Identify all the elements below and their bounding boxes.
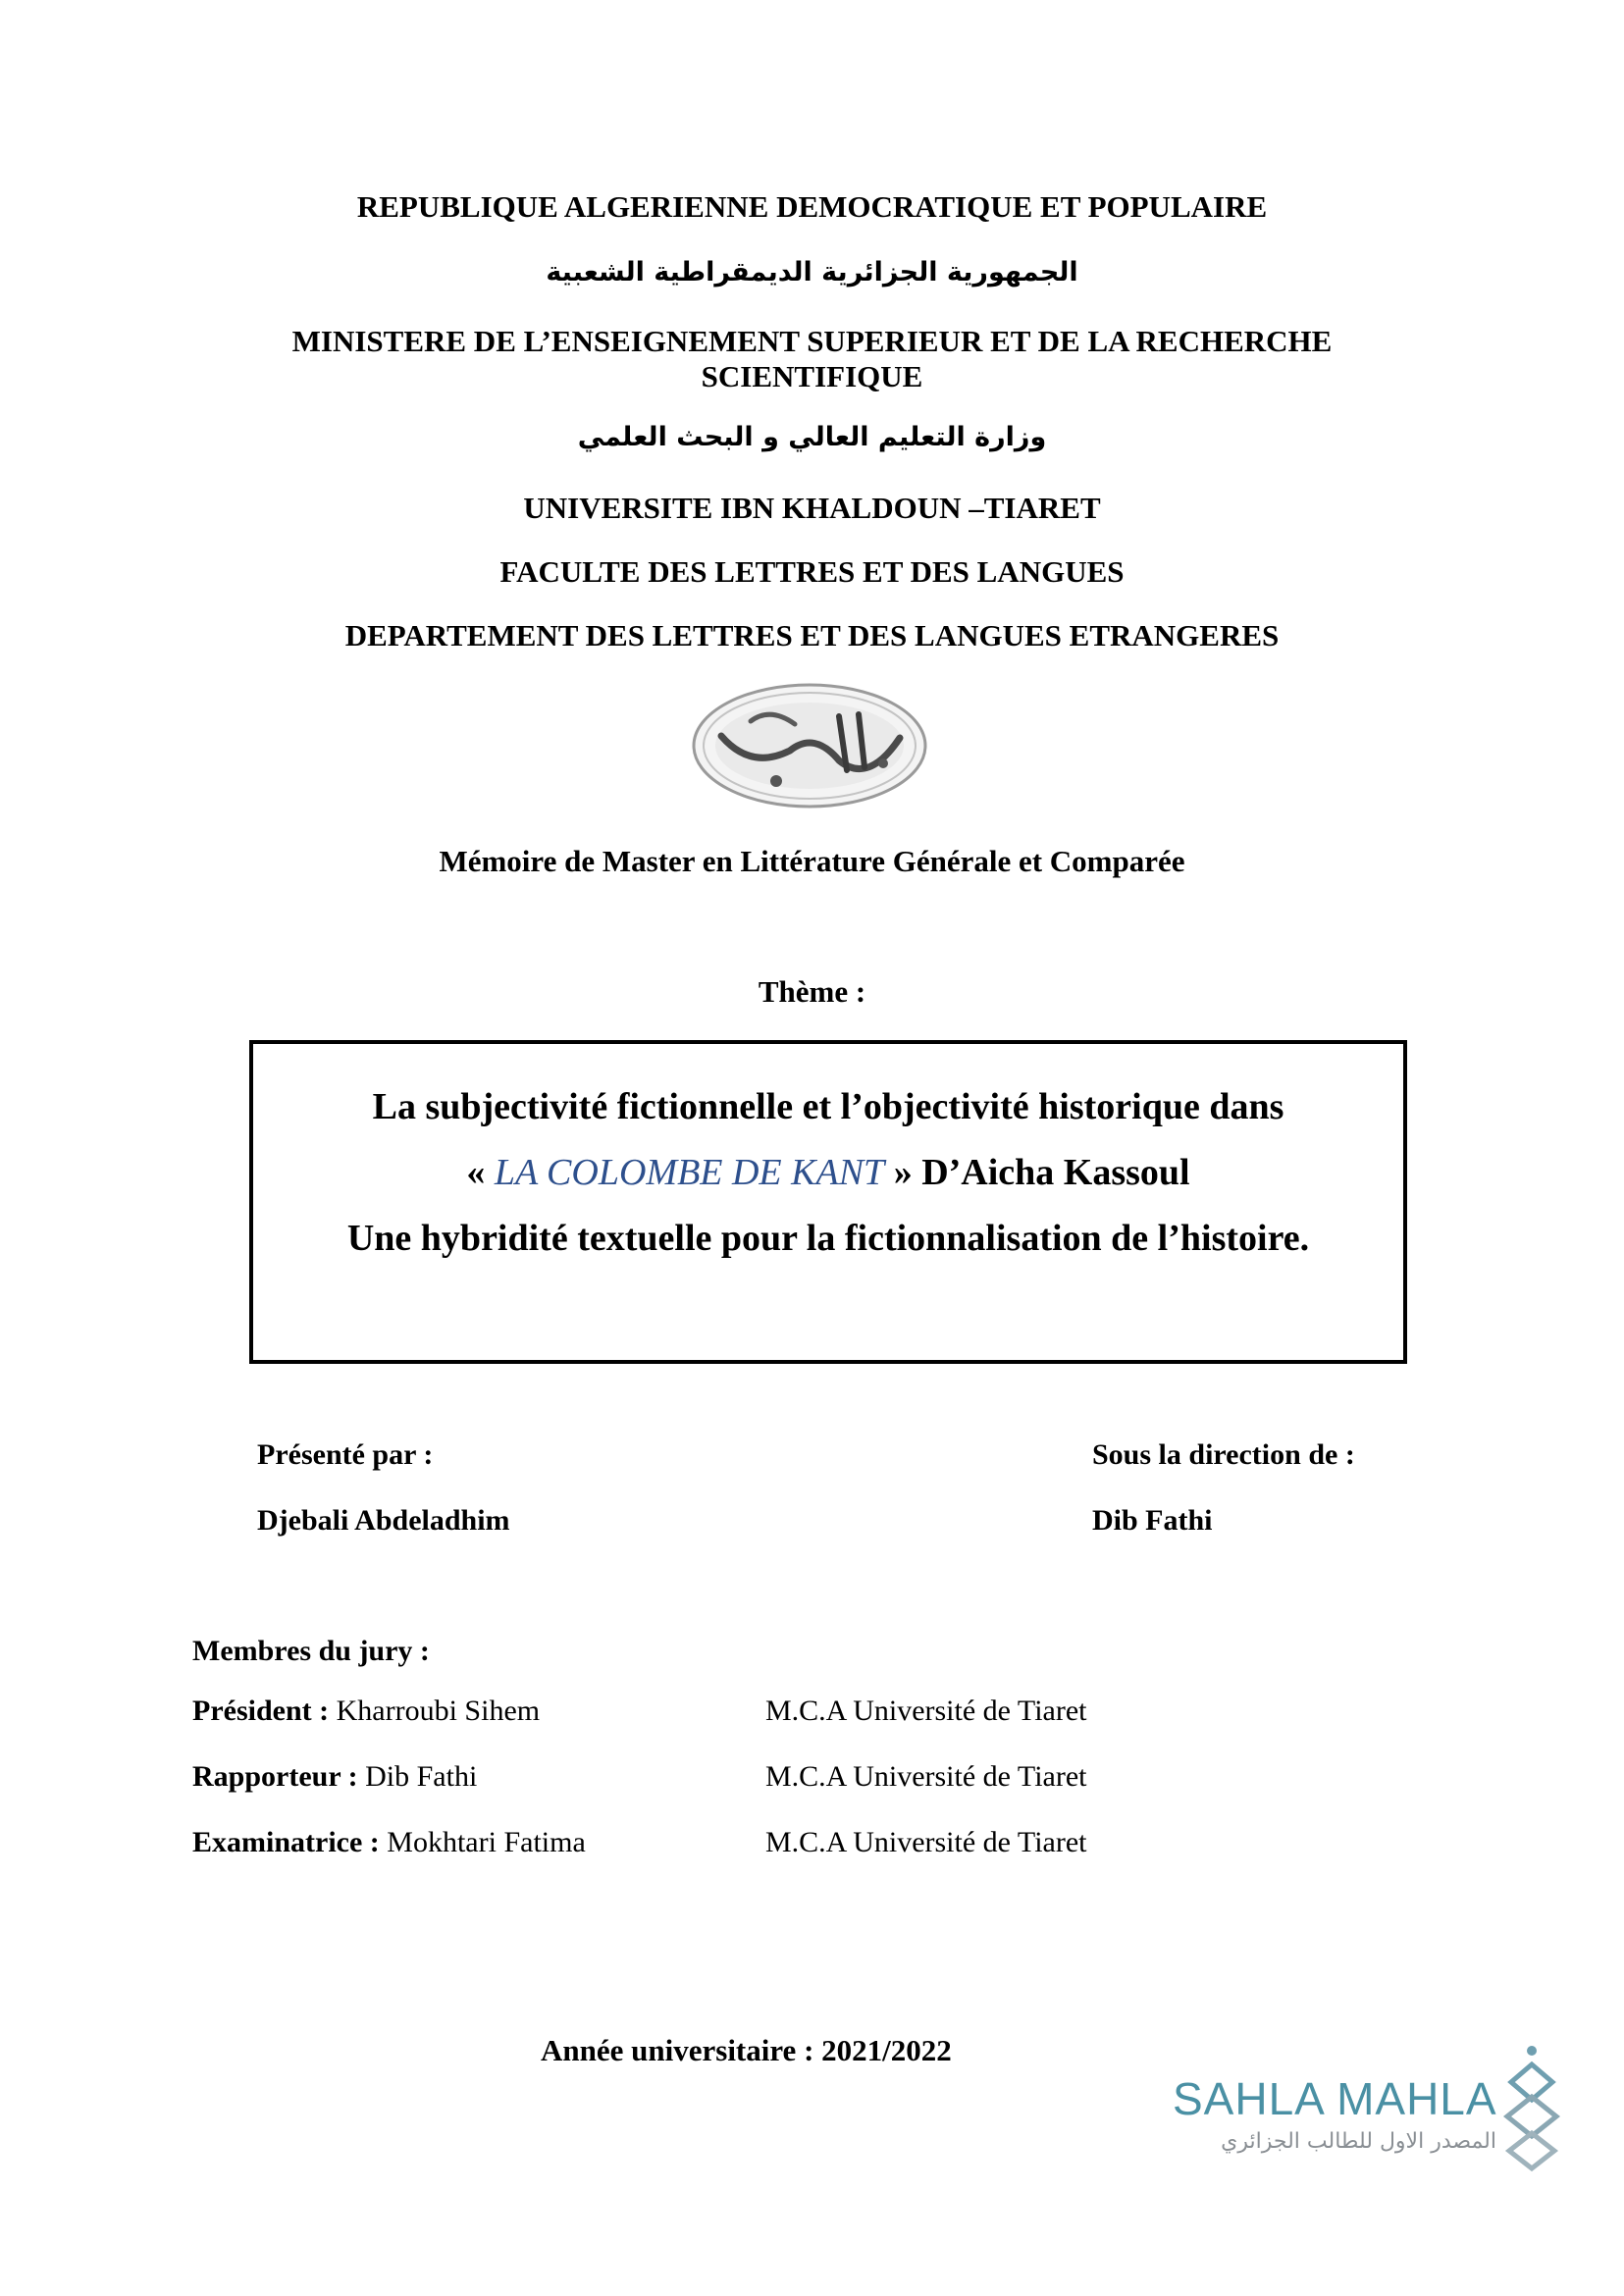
director-label: Sous la direction de :: [1092, 1438, 1355, 1471]
presenter-label: Présenté par :: [257, 1438, 434, 1471]
jury-affiliation: M.C.A Université de Tiaret: [765, 1826, 1087, 1858]
republic-title: REPUBLIQUE ALGERIENNE DEMOCRATIQUE ET POPULAIRE: [356, 189, 1268, 224]
jury-member-examinatrice: [192, 1826, 586, 1859]
faculty-name: FACULTE DES LETTRES ET DES LANGUES: [499, 554, 1125, 589]
sahla-mahla-watermark: [1173, 2072, 1565, 2190]
watermark-brand: SAHLA MAHLA: [1173, 2073, 1497, 2124]
jury-member-president: [192, 1695, 540, 1728]
department-name: DEPARTEMENT DES LETTRES ET DES LANGUES ETRANGERES: [344, 618, 1280, 652]
theme-line-3: Une hybridité textuelle pour la fictionnalisation de l’histoire.: [346, 1218, 1310, 1259]
theme-box: [249, 1040, 1407, 1364]
jury-separator: :: [341, 1760, 366, 1793]
watermark-emblem-icon: [1501, 2043, 1562, 2180]
watermark-tagline: المصدر الاول للطالب الجزائري: [1221, 2129, 1496, 2154]
jury-title: Membres du jury :: [192, 1635, 430, 1667]
jury-name: Mokhtari Fatima: [387, 1826, 586, 1858]
ministry-title-line1: MINISTERE DE L’ENSEIGNEMENT SUPERIEUR ET DE LA RECHERCHE: [291, 324, 1333, 358]
theme-author: » D’Aicha Kassoul: [884, 1152, 1190, 1193]
memoire-type: Mémoire de Master en Littérature Générale et Comparée: [439, 844, 1185, 878]
jury-role: Rapporteur: [192, 1760, 341, 1793]
ministry-title-arabic: وزارة التعليم العالي و البحث العلمي: [577, 422, 1047, 452]
presenter-name: Djebali Abdeladhim: [257, 1504, 510, 1537]
theme-label: Thème :: [758, 974, 866, 1009]
academic-year: Année universitaire : 2021/2022: [541, 2033, 952, 2067]
jury-separator: :: [362, 1826, 388, 1858]
theme-quote-open: «: [466, 1152, 495, 1193]
jury-member-rapporteur: [192, 1760, 477, 1794]
director-name: Dib Fathi: [1092, 1504, 1213, 1537]
jury-separator: :: [311, 1695, 337, 1727]
jury-name: Dib Fathi: [365, 1760, 478, 1793]
republic-title-arabic: الجمهورية الجزائرية الديمقراطية الشعبية: [546, 257, 1078, 287]
theme-line-2: [253, 1151, 1403, 1194]
jury-role: Président: [192, 1695, 312, 1727]
jury-role: Examinatrice: [192, 1826, 363, 1858]
jury-affiliation: M.C.A Université de Tiaret: [765, 1760, 1087, 1793]
ministry-title-line2: SCIENTIFIQUE: [701, 359, 923, 393]
university-name: UNIVERSITE IBN KHALDOUN –TIARET: [523, 491, 1101, 525]
novel-title: LA COLOMBE DE KANT: [494, 1152, 885, 1193]
jury-name: Kharroubi Sihem: [336, 1695, 541, 1727]
jury-affiliation: M.C.A Université de Tiaret: [765, 1695, 1087, 1727]
theme-line-1: La subjectivité fictionnelle et l’objectivité historique dans: [372, 1086, 1284, 1127]
university-seal-icon: [682, 677, 937, 814]
